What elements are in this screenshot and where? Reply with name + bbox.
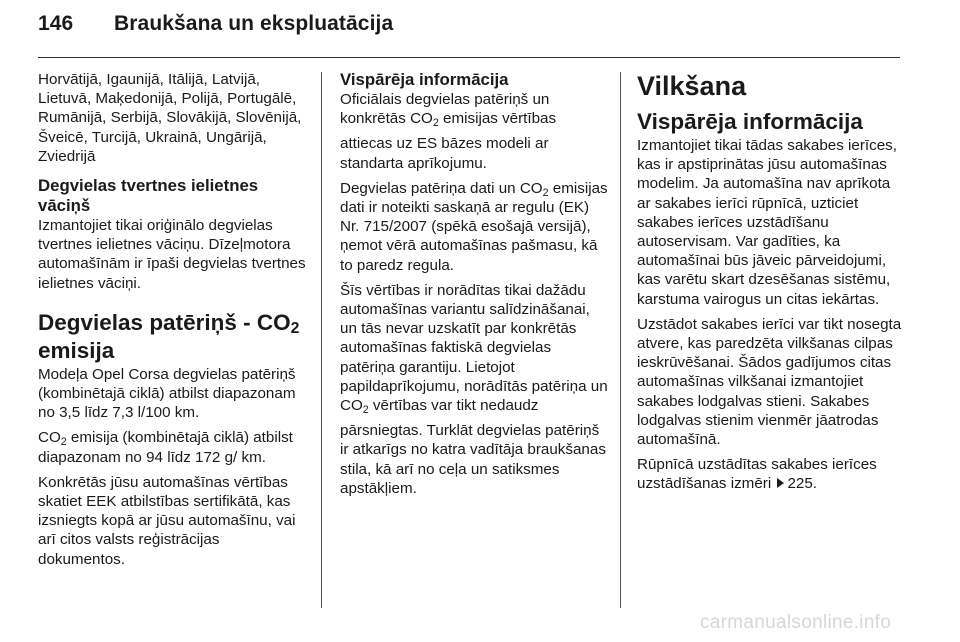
country-list-text: Horvātijā, Igaunijā, Itālijā, Latvijā, Lietuvā, Maķedonijā, Polijā, Portugālē, Rumānijā, Serbijā, Slovākijā, Slovēnijā, Šveicē, Turcijā, Ukrainā, Ungārijā, Zviedrijā xyxy=(38,71,302,165)
base-model-text: attiecas uz ES bāzes modeli ar standarta aprīkojumu. xyxy=(340,135,549,172)
towing-heading: Vilkšana xyxy=(637,71,747,101)
eek-certificate-text: Konkrētās jūsu automašīnas vērtības skatiet EEK atbilstības sertifikātā, kas izsniegts kopā ar jūsu automašīnu, vai arī citos valsts reģistrācijas dokumentos. xyxy=(38,473,296,568)
column-right xyxy=(637,70,907,500)
page-number: 146 xyxy=(38,12,74,35)
column-divider-1 xyxy=(321,72,322,608)
general-info-heading: Vispārēja informācija xyxy=(340,70,509,89)
model-consumption-text: Modeļa Opel Corsa degvielas patēriņš (kombinētajā ciklā) atbilst diapazonam no 3,5 līdz 7,3 l/100 km. xyxy=(38,365,296,422)
comparison-text: Šīs vērtības ir norādītas tikai dažādu automašīnas variantu salīdzināšanai, un tās nevar uzskatīt par konkrētās automašīnas faktiskā degvielas patēriņa garantiju. Lietojot papildaprīkojumu, norādītās patēriņa un $CO_2$ vērtības var tikt nedaudz xyxy=(340,281,608,417)
hitch-dimensions-text: Rūpnīcā uzstādītas sakabes ierīces uzstādīšanas izmēri 225. xyxy=(637,456,877,493)
page-reference-link[interactable]: 225. xyxy=(787,475,818,493)
fuel-cap-heading: Degvielas tvertnes ielietnes vāciņš xyxy=(38,176,259,216)
fuel-cap-text: Izmantojiet tikai oriģinālo degvielas tvertnes ielietnes vāciņu. Dīzeļmotora automašīnām ir īpaši degvielas tvertnes ielietnes vāciņi. xyxy=(38,217,306,292)
watermark: carmanualsonline.info xyxy=(700,612,892,633)
regulation-text: Degvielas patēriņa dati un $CO_2$ emisijas dati ir noteikti saskaņā ar regulu (EK) Nr. 715/2007 (spēkā esošajā versijā), ņemot vērā automašīnas pašmasu, kā to paredz regula. xyxy=(340,179,608,274)
towing-general-heading: Vispārēja informācija xyxy=(637,109,863,134)
towing-eye-text: Uzstādot sakabes ierīci var tikt nosegta atvere, kas paredzēta vilkšanas cilpas ieskrūvēšanai. Šādos gadījumos citas automašīnas vilkšanai izmantojiet sakabes lodgalvas stieni. Sakabes lodgalvas stienim vienmēr jāatrodas automašīnā. xyxy=(637,315,902,449)
header-rule xyxy=(38,57,900,58)
column-left xyxy=(38,70,308,575)
column-middle xyxy=(340,70,608,504)
driving-style-text: pārsniegtas. Turklāt degvielas patēriņš ir atkarīgs no katra vadītāja braukšanas stila, kā arī no ceļa un satiksmes apstākļiem. xyxy=(340,422,606,497)
co2-emission-text: $CO_2$ emisija (kombinētajā ciklā) atbilst diapazonam no 94 līdz 172 g/ km. xyxy=(38,429,293,466)
page-reference-arrow-icon xyxy=(777,478,784,488)
page-title: Braukšana un ekspluatācija xyxy=(114,12,394,35)
page-header xyxy=(38,12,393,36)
official-consumption-text: Oficiālais degvielas patēriņš un konkrētās $CO_2$ emisijas vērtības xyxy=(340,91,557,130)
consumption-heading: Degvielas patēriņš - $CO_2$ emisija xyxy=(38,309,300,363)
column-divider-2 xyxy=(620,72,621,608)
towing-hitch-text: Izmantojiet tikai tādas sakabes ierīces, kas ir apstiprinātas jūsu automašīnas modelim. Ja automašīna nav aprīkota ar sakabes ierīci rūpnīcā, uzticiet sakabes ierīces uzstādīšanu autoservisam. Var gadīties, ka automašīnai būs jāveic pārveidojumi, kas varētu skart dzesēšanas sistēmu, karstuma vairogus un citas iekārtas. xyxy=(637,137,897,308)
